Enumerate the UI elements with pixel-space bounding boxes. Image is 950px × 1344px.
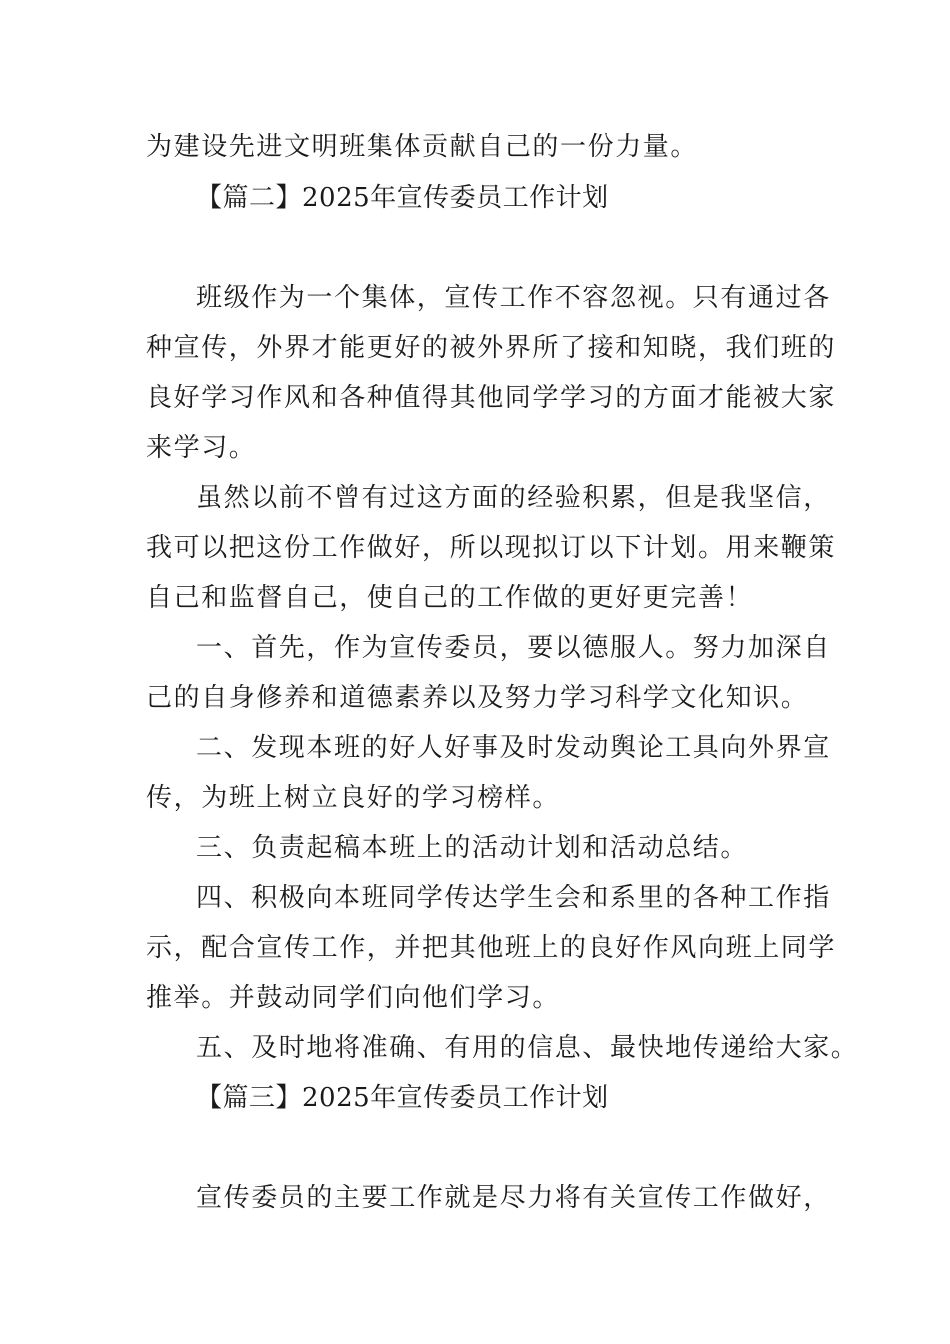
- text-line: 四、积极向本班同学传达学生会和系里的各种工作指: [196, 883, 831, 913]
- text-line: 班级作为一个集体，宣传工作不容忽视。只有通过各: [196, 283, 831, 313]
- text-line: 示，配合宣传工作，并把其他班上的良好作风向班上同学: [146, 933, 837, 963]
- text-line: 推举。并鼓动同学们向他们学习。: [146, 983, 561, 1013]
- text-line: 种宣传，外界才能更好的被外界所了接和知晓，我们班的: [146, 333, 837, 363]
- section-heading: 【篇二】2025年宣传委员工作计划: [196, 183, 609, 213]
- text-line: 来学习。: [146, 433, 257, 463]
- text-line: 自己和监督自己，使自己的工作做的更好更完善！: [146, 583, 754, 613]
- text-line: 己的自身修养和道德素养以及努力学习科学文化知识。: [146, 683, 809, 713]
- text-line: 宣传委员的主要工作就是尽力将有关宣传工作做好，: [196, 1183, 831, 1213]
- text-line: 虽然以前不曾有过这方面的经验积累，但是我坚信，: [196, 483, 831, 513]
- text-line: 五、及时地将准确、有用的信息、最快地传递给大家。: [196, 1033, 859, 1063]
- text-line: 传，为班上树立良好的学习榜样。: [146, 783, 561, 813]
- text-line: 为建设先进文明班集体贡献自己的一份力量。: [146, 132, 699, 162]
- text-line: 良好学习作风和各种值得其他同学学习的方面才能被大家: [146, 383, 837, 413]
- text-line: 三、负责起稿本班上的活动计划和活动总结。: [196, 833, 749, 863]
- text-line: 二、发现本班的好人好事及时发动舆论工具向外界宣: [196, 733, 831, 763]
- text-line: 我可以把这份工作做好，所以现拟订以下计划。用来鞭策: [146, 533, 837, 563]
- text-line: 一、首先，作为宣传委员，要以德服人。努力加深自: [196, 633, 831, 663]
- section-heading: 【篇三】2025年宣传委员工作计划: [196, 1083, 609, 1113]
